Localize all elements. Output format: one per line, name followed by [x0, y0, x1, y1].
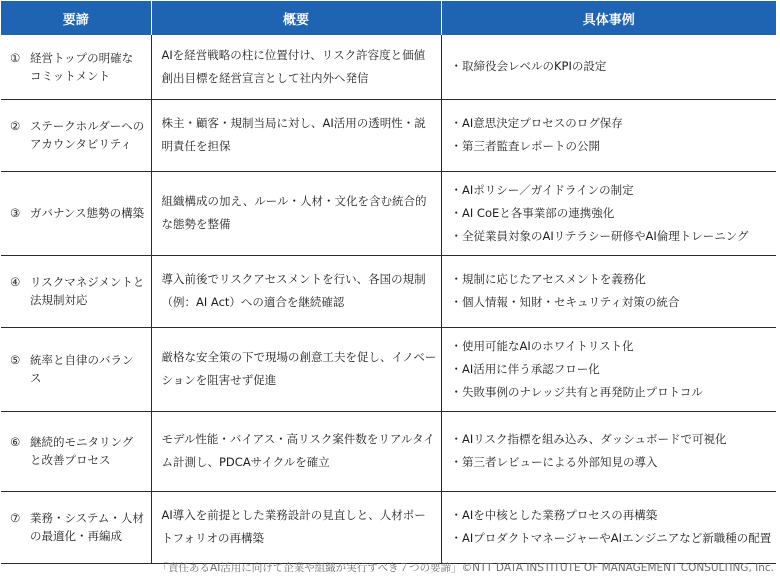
principle-title: 継続的モニタリングと改善プロセス — [30, 435, 134, 467]
example-item: ・失敗事例のナレッジ共有と再発防止プロトコル — [450, 384, 703, 399]
copyright-caption: 「責任あるAI活用に向けて企業や組織が実行すべき７つの要諦」©NTT DATA INSTITUTE OF MANAGEMENT CONSULTING, Inc. — [157, 562, 774, 574]
example-item: ・AI活用に伴う承認フロー化 — [450, 361, 600, 376]
principle-cell — [1, 255, 151, 327]
table-row — [1, 411, 776, 491]
principle-title: 経営トップの明確なコミットメント — [30, 50, 134, 83]
summary-cell: AIを経営戦略の柱に位置付け、リスク許容度と価値創出目標を経営宣言として社内外へ発信 — [151, 35, 441, 99]
header-summary: 概要 — [151, 1, 441, 35]
table-row — [1, 35, 776, 99]
examples-cell — [441, 327, 776, 411]
table-row — [1, 491, 776, 563]
header-principle: 要諦 — [1, 1, 151, 35]
principle-cell — [1, 99, 151, 171]
principle-cell — [1, 491, 151, 563]
principle-title: ステークホルダーへのアカウンタビリティ — [30, 119, 145, 151]
example-item: ・AIリスク指標を組み込み、ダッシュボードで可視化 — [450, 432, 727, 446]
principle-number: ④ — [10, 275, 21, 289]
table-row — [1, 327, 776, 411]
summary-cell: モデル性能・バイアス・高リスク案件数をリアルタイム計測し、PDCAサイクルを確立 — [151, 411, 441, 491]
principle-cell — [1, 35, 151, 99]
examples-cell — [441, 491, 776, 563]
principle-number: ⑥ — [10, 435, 21, 449]
principle-number: ⑦ — [10, 511, 21, 525]
example-item: ・AI CoEと各事業部の連携強化 — [450, 205, 615, 220]
summary-cell: 厳格な安全策の下で現場の創意工夫を促し、イノベーションを阻害せず促進 — [151, 327, 441, 411]
principle-number: ⑤ — [10, 353, 21, 367]
example-item: ・規制に応じたアセスメントを義務化 — [450, 272, 646, 286]
summary-cell: AI導入を前提とした業務設計の見直しと、人材ポートフォリオの再構築 — [151, 491, 441, 563]
examples-cell — [441, 255, 776, 327]
principle-cell — [1, 411, 151, 491]
summary-cell: 株主・顧客・規制当局に対し、AI活用の透明性・説明責任を担保 — [151, 99, 441, 171]
principle-title: 業務・システム・人材の最適化・再編成 — [30, 511, 144, 543]
examples-cell — [441, 171, 776, 255]
example-item: ・AI意思決定プロセスのログ保存 — [450, 116, 623, 130]
example-item: ・第三者レビューによる外部知見の導入 — [450, 455, 658, 469]
summary-cell: 組織構成の加え、ルール・人材・文化を含む統合的な態勢を整備 — [151, 171, 441, 255]
principle-number: ③ — [10, 206, 21, 220]
example-item: ・個人情報・知財・セキュリティ対策の統合 — [450, 295, 680, 309]
principle-title: リスクマネジメントと法規制対応 — [30, 275, 145, 307]
examples-cell — [441, 35, 776, 99]
table-row — [1, 171, 776, 255]
example-item: ・AIを中核とした業務プロセスの再構築 — [450, 508, 658, 522]
principle-title: 統率と自律のバランス — [30, 353, 134, 385]
principle-cell — [1, 171, 151, 255]
example-item: ・AIプロダクトマネージャーやAIエンジニアなど新職種の配置 — [450, 531, 772, 545]
table-row — [1, 255, 776, 327]
example-item: ・使用可能なAIのホワイトリスト化 — [450, 338, 634, 353]
example-item: ・取締役会レベルのKPIの設定 — [450, 59, 607, 74]
examples-cell — [441, 99, 776, 171]
principle-number: ② — [10, 119, 21, 133]
summary-cell: 導入前後でリスクアセスメントを行い、各国の規制（例：AI Act）への適合を継続確認 — [151, 255, 441, 327]
principle-number: ① — [10, 50, 21, 65]
example-item: ・全従業員対象のAIリテラシー研修やAI倫理トレーニング — [450, 228, 749, 243]
header-examples: 具体事例 — [441, 1, 776, 35]
examples-cell — [441, 411, 776, 491]
example-item: ・第三者監査レポートの公開 — [450, 139, 600, 153]
header-row — [1, 1, 776, 35]
principles-table — [1, 1, 776, 564]
example-item: ・AIポリシー／ガイドラインの制定 — [450, 182, 634, 197]
principle-title: ガバナンス態勢の構築 — [30, 206, 145, 220]
principle-cell — [1, 327, 151, 411]
table-row — [1, 99, 776, 171]
